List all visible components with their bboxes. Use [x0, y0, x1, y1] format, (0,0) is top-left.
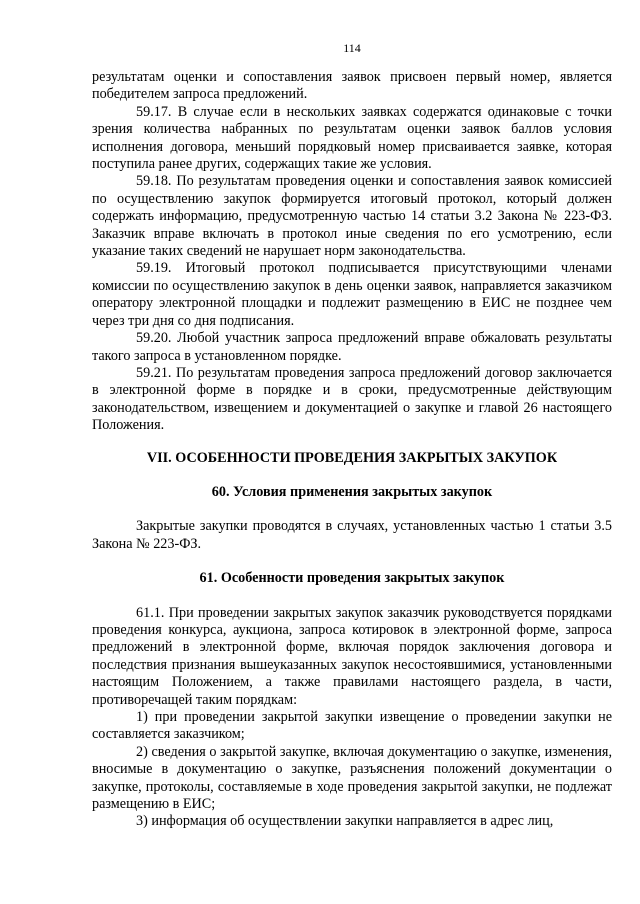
paragraph-60: Закрытые закупки проводятся в случаях, установленных частью 1 статьи 3.5 Закона № 223-ФЗ. — [92, 518, 612, 552]
paragraph-61-1: 61.1. При проведении закрытых закупок заказчик руководствуется порядками проведения конкурса, аукциона, запроса котировок в электронной форме, запроса предложений в электронной форме, включая порядок заключения договора и последствия признания вышеуказанных закупок несостоявшимися, установленными настоящим Положением, а также правилами настоящего раздела, в части, противоречащей таким порядкам: — [92, 604, 612, 708]
list-item-3: 3) информация об осуществлении закупки направляется в адрес лиц, — [136, 813, 554, 830]
document-body — [92, 69, 612, 831]
paragraph-59-17: 59.17. В случае если в нескольких заявках содержатся одинаковые с точки зрения количества набранных по результатам оценки заявок баллов условия исполнения договора, меньший порядковый номер присваивается заявке, которая поступила ранее других, содержащих такие же условия. — [92, 103, 612, 173]
paragraph-59-21: 59.21. По результатам проведения запроса предложений договор заключается в электронной форме в порядке и в сроки, предусмотренные действующим законодательством, извещением и документацией о закупке и главой 26 настоящего Положения. — [92, 364, 612, 434]
paragraph-59-20: 59.20. Любой участник запроса предложений вправе обжаловать результаты такого запроса в установленном порядке. — [92, 330, 612, 364]
document-page — [92, 0, 612, 904]
section-61-title: 61. Особенности проведения закрытых закупок — [199, 570, 505, 587]
section-60-title: 60. Условия применения закрытых закупок — [211, 483, 493, 500]
paragraph-continuation: результатам оценки и сопоставления заявок присвоен первый номер, является победителем запроса предложений. — [92, 69, 612, 103]
list-item-2: 2) сведения о закрытой закупке, включая документацию о закупке, изменения, вносимые в документацию о закупке, разъяснения положений документации о закупке, протоколы, составляемые в ходе проведения закрытой закупки, не подлежат размещению в ЕИС; — [92, 743, 612, 813]
list-item-1: 1) при проведении закрытой закупки извещение о проведении закупки не составляется заказчиком; — [92, 709, 612, 743]
paragraph-59-18: 59.18. По результатам проведения оценки и сопоставления заявок комиссией по осуществлению закупок формируется итоговый протокол, который должен содержать информацию, предусмотренную частью 14 статьи 3.2 Закона № 223-ФЗ. Заказчик вправе включать в протокол иные сведения по его усмотрению, если указание таких сведений не нарушает норм законодательства. — [92, 173, 612, 260]
chapter-title: VII. ОСОБЕННОСТИ ПРОВЕДЕНИЯ ЗАКРЫТЫХ ЗАКУПОК — [146, 449, 558, 466]
page-number: 114 — [343, 41, 361, 55]
paragraph-59-19: 59.19. Итоговый протокол подписывается присутствующими членами комиссии по осуществлению закупок в день оценки заявок, направляется заказчиком оператору электронной площадки и подлежит размещению в ЕИС не позднее чем через три дня со дня подписания. — [92, 260, 612, 329]
